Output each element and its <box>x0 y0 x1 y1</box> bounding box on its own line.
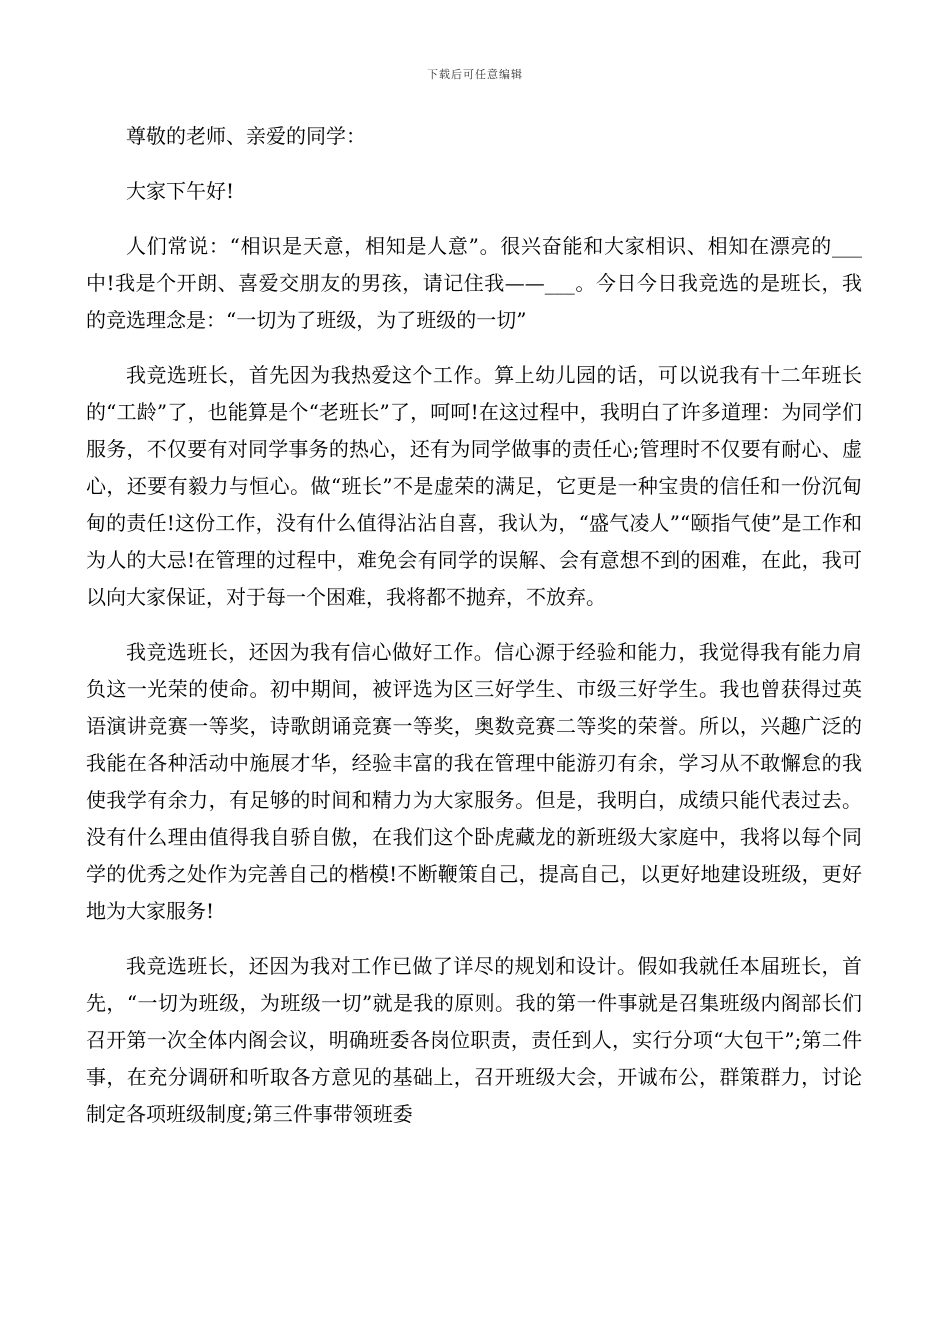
paragraph-greeting: 大家下午好! <box>126 179 235 203</box>
paragraph-salutation: 尊敬的老师、亲爱的同学： <box>126 124 366 148</box>
header-note: 下载后可任意编辑 <box>427 68 523 81</box>
document-body <box>86 118 862 1151</box>
paragraph-reason-passion: 我竞选班长，首先因为我热爱这个工作。算上幼儿园的话，可以说我有十二年班长的“工龄”了，也能算是个“老班长”了，呵呵!在这过程中，我明白了许多道理：为同学们服务，不仅要有对同学事务的热心，还有为同学做事的责任心;管理时不仅要有耐心、虚心，还要有毅力与恒心。做“班长”不是虚荣的满足，它更是一种宝贵的信任和一份沉甸甸的责任!这份工作，没有什么值得沾沾自喜，我认为，“盛气凌人”“颐指气使”是工作和为人的大忌!在管理的过程中，难免会有同学的误解、会有意想不到的困难，在此，我可以向大家保证，对于每一个困难，我将都不抛弃，不放弃。 <box>86 363 862 609</box>
paragraph-introduction: 人们常说：“相识是天意，相知是人意”。很兴奋能和大家相识、相知在漂亮的___中!我是个开朗、喜爱交朋友的男孩，请记住我——___。今日今日我竞选的是班长，我的竞选理念是：“一切为了班级，为了班级的一切” <box>86 234 862 332</box>
paragraph-reason-planning: 我竞选班长，还因为我对工作已做了详尽的规划和设计。假如我就任本届班长，首先，“一切为班级，为班级一切”就是我的原则。我的第一件事就是召集班级内阁部长们召开第一次全体内阁会议，明确班委各岗位职责，责任到人，实行分项“大包干”;第二件事，在充分调研和听取各方意见的基础上，召开班级大会，开诚布公，群策群力，讨论制定各项班级制度;第三件事带领班委 <box>86 954 862 1126</box>
paragraph-reason-confidence: 我竞选班长，还因为我有信心做好工作。信心源于经验和能力，我觉得我有能力肩负这一光荣的使命。初中期间，被评选为区三好学生、市级三好学生。我也曾获得过英语演讲竞赛一等奖，诗歌朗诵竞赛一等奖，奥数竞赛二等奖的荣誉。所以，兴趣广泛的我能在各种活动中施展才华，经验丰富的我在管理中能游刃有余，学习从不敢懈怠的我使我学有余力，有足够的时间和精力为大家服务。但是，我明白，成绩只能代表过去。没有什么理由值得我自骄自傲，在我们这个卧虎藏龙的新班级大家庭中，我将以每个同学的优秀之处作为完善自己的楷模!不断鞭策自己，提高自己，以更好地建设班级，更好地为大家服务! <box>86 640 862 923</box>
